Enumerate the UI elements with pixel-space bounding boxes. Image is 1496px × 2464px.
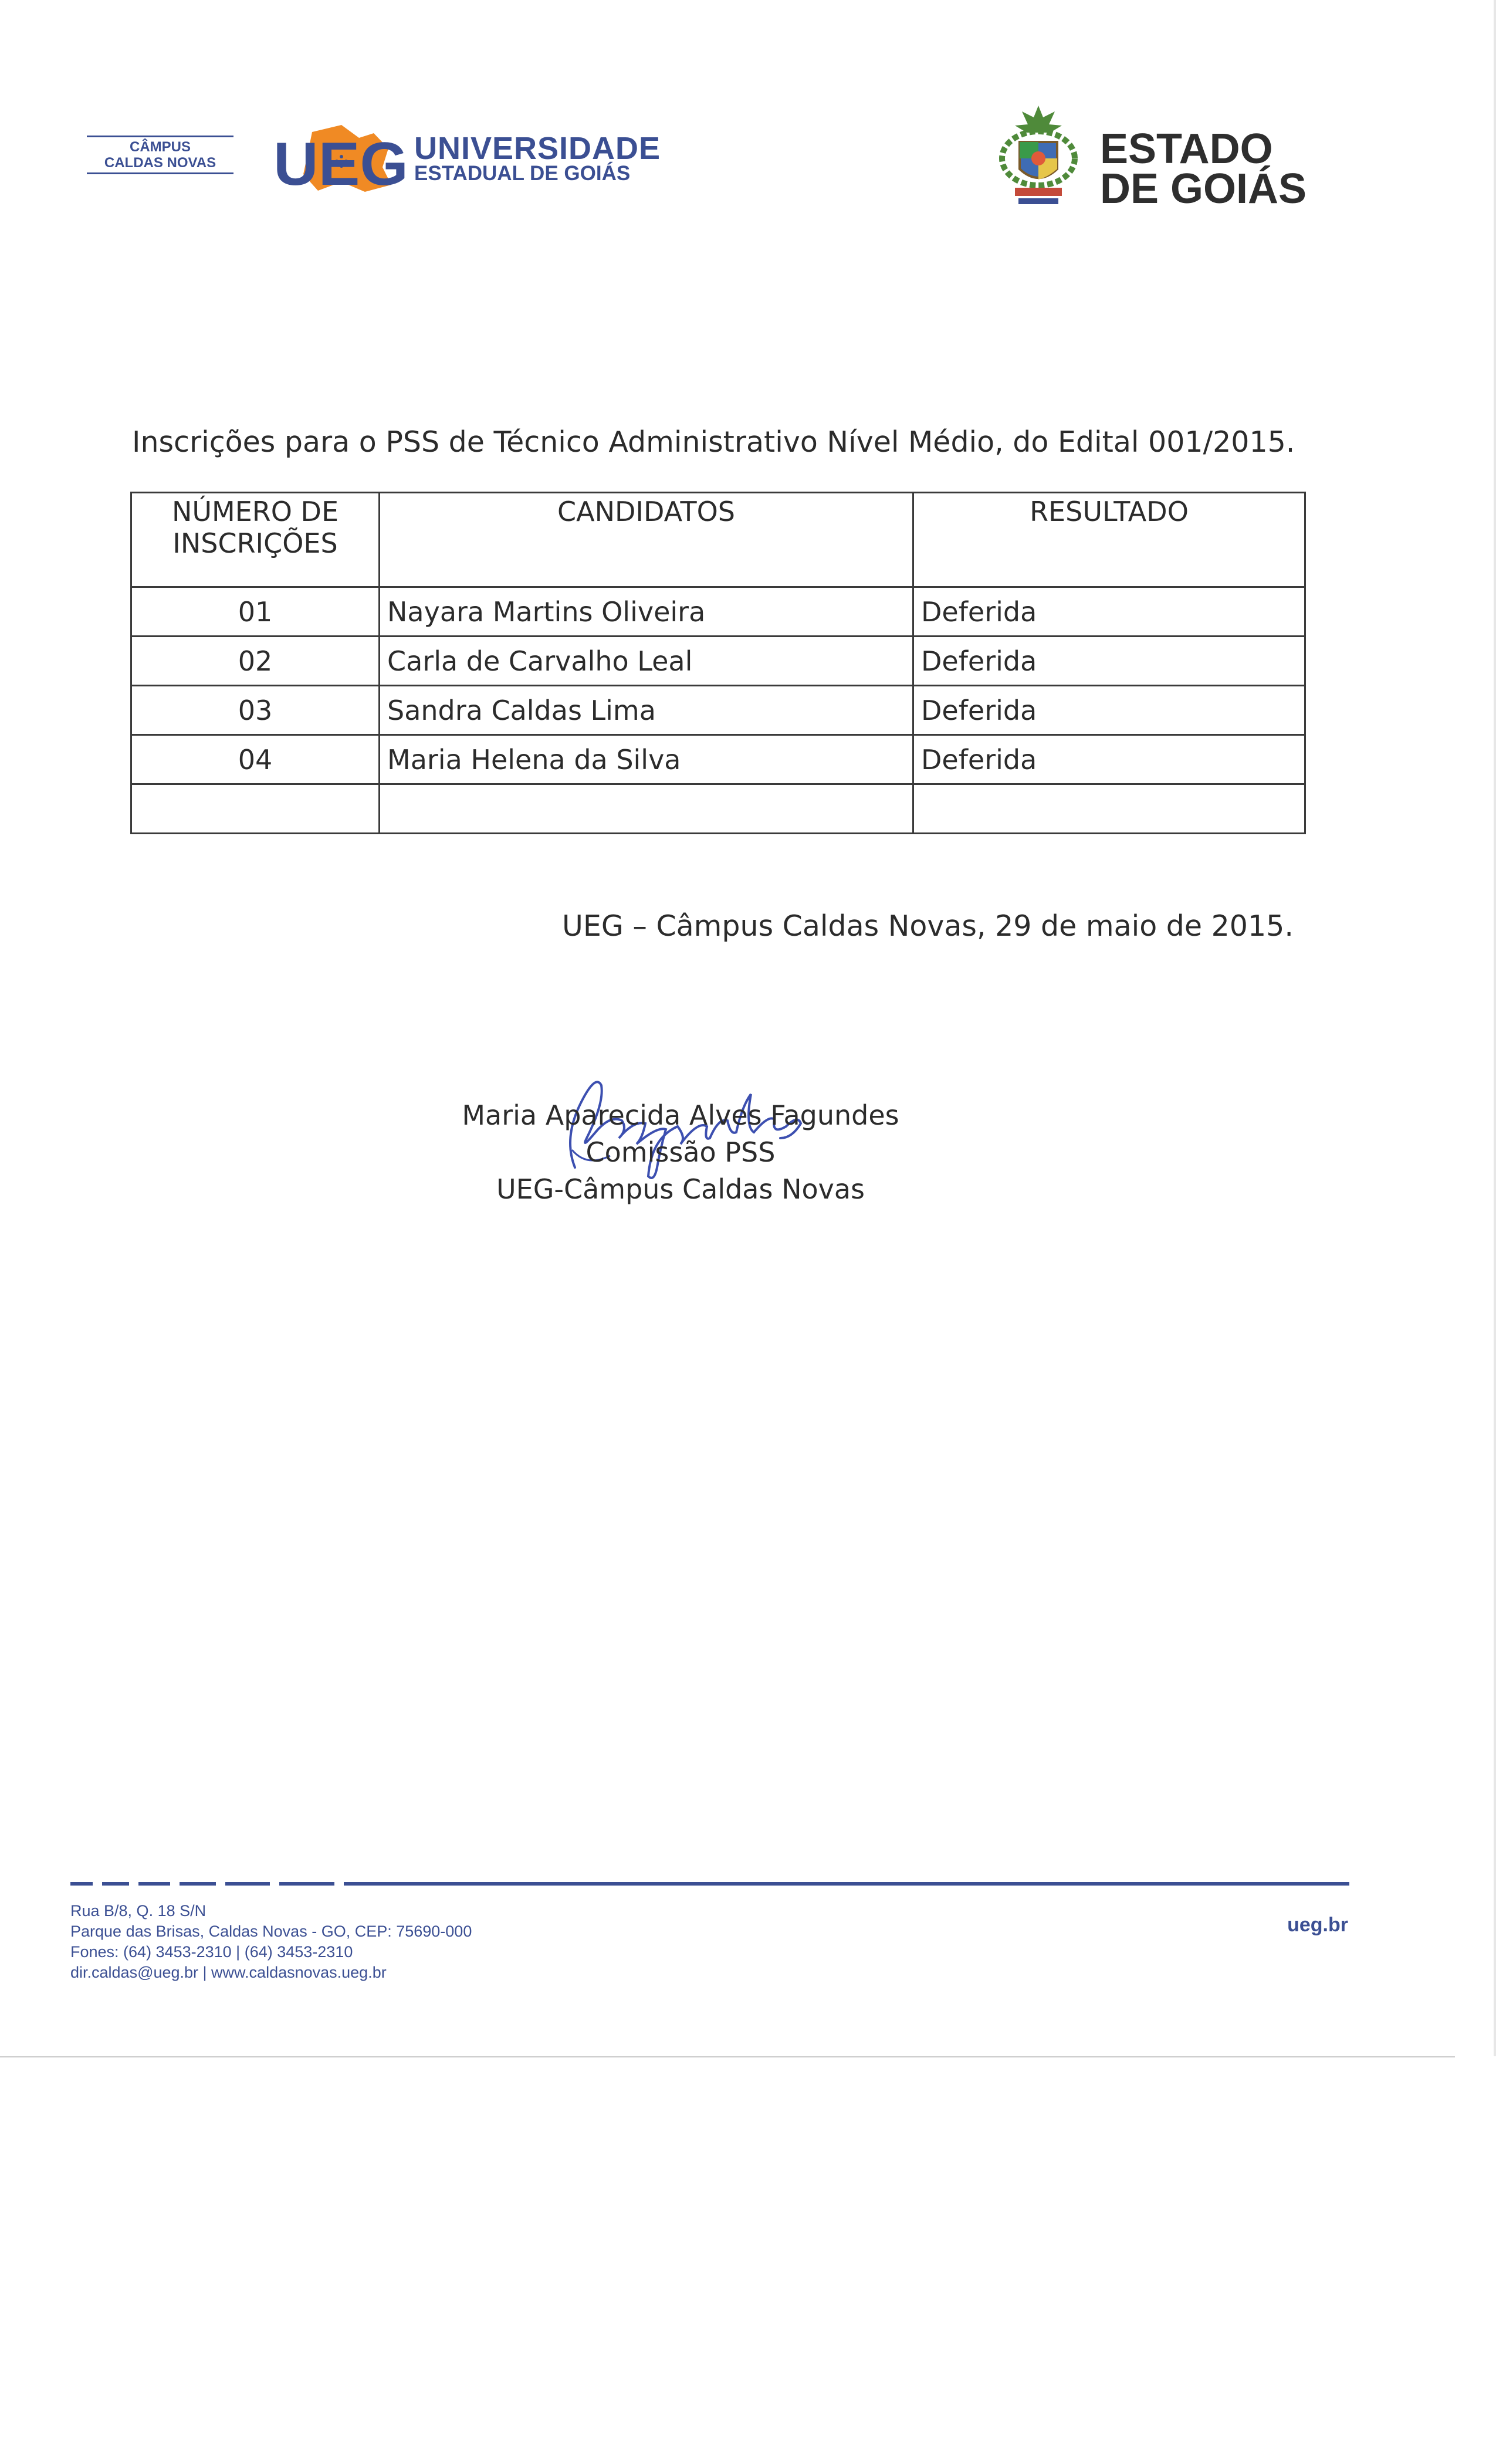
table-row [131,587,1305,637]
campus-tag [87,134,233,176]
signatory-unit: UEG-Câmpus Caldas Novas [496,1173,865,1205]
header-result: RESULTADO [913,493,1305,587]
document-title: Inscrições para o PSS de Técnico Administrativo Nível Médio, do Edital 001/2015. [132,425,1295,459]
ueg-logo [271,120,412,197]
header-number-line1: NÚMERO DE [171,496,339,527]
university-name-line1: UNIVERSIDADE [414,131,661,166]
state-name-line1: ESTADO [1100,126,1273,172]
university-name [414,131,661,185]
registration-number: 04 [131,735,380,784]
header-registration-number [131,493,380,587]
candidate-name: Carla de Carvalho Leal [380,637,913,686]
signatory-name: Maria Aparecida Alves Fagundes [462,1099,899,1131]
registration-result: Deferida [913,686,1305,735]
registration-number [131,784,380,834]
state-name [1100,126,1307,212]
phone-numbers: Fones: (64) 3453-2310 | (64) 3453-2310 [70,1943,353,1961]
registration-result: Deferida [913,587,1305,637]
table-row [131,686,1305,735]
place-and-date: UEG – Câmpus Caldas Novas, 29 de maio de 2015. [562,909,1294,943]
table-row [131,735,1305,784]
candidate-name [380,784,913,834]
registrations-table [130,492,1306,834]
campus-tag-bottom-rule [87,172,233,174]
registration-number: 03 [131,686,380,735]
candidate-name: Maria Helena da Silva [380,735,913,784]
registration-number: 02 [131,637,380,686]
campus-tag-line2: CALDAS NOVAS [104,155,216,171]
candidate-name: Nayara Martins Oliveira [380,587,913,637]
header-number-line2: INSCRIÇÕES [172,527,338,559]
candidate-name: Sandra Caldas Lima [380,686,913,735]
table-row [131,637,1305,686]
campus-tag-top-rule [87,136,233,137]
signature-block [387,1097,974,1208]
registration-result: Deferida [913,637,1305,686]
table-row-empty [131,784,1305,834]
address-line2: Parque das Brisas, Caldas Novas - GO, CEP: 75690-000 [70,1923,472,1940]
scan-page-edge [0,2056,1455,2057]
footer-address [70,1901,472,1983]
registration-number: 01 [131,587,380,637]
address-line1: Rua B/8, Q. 18 S/N [70,1902,207,1920]
university-name-line2: ESTADUAL DE GOIÁS [414,162,631,185]
table-header-row [131,493,1305,587]
footer-divider [70,1880,1349,1887]
state-name-line2: DE GOIÁS [1100,165,1307,212]
header-candidates: CANDIDATOS [380,493,913,587]
scan-right-edge [1494,0,1496,2056]
registration-result: Deferida [913,735,1305,784]
contact-emails: dir.caldas@ueg.br | www.caldasnovas.ueg.br [70,1964,387,1981]
registration-result [913,784,1305,834]
website-link[interactable]: ueg.br [1287,1914,1348,1936]
signatory-role: Comissão PSS [585,1136,776,1168]
campus-tag-line1: CÂMPUS [129,139,191,155]
ueg-mark: UEG [273,130,408,197]
goias-coat-of-arms [991,100,1085,217]
